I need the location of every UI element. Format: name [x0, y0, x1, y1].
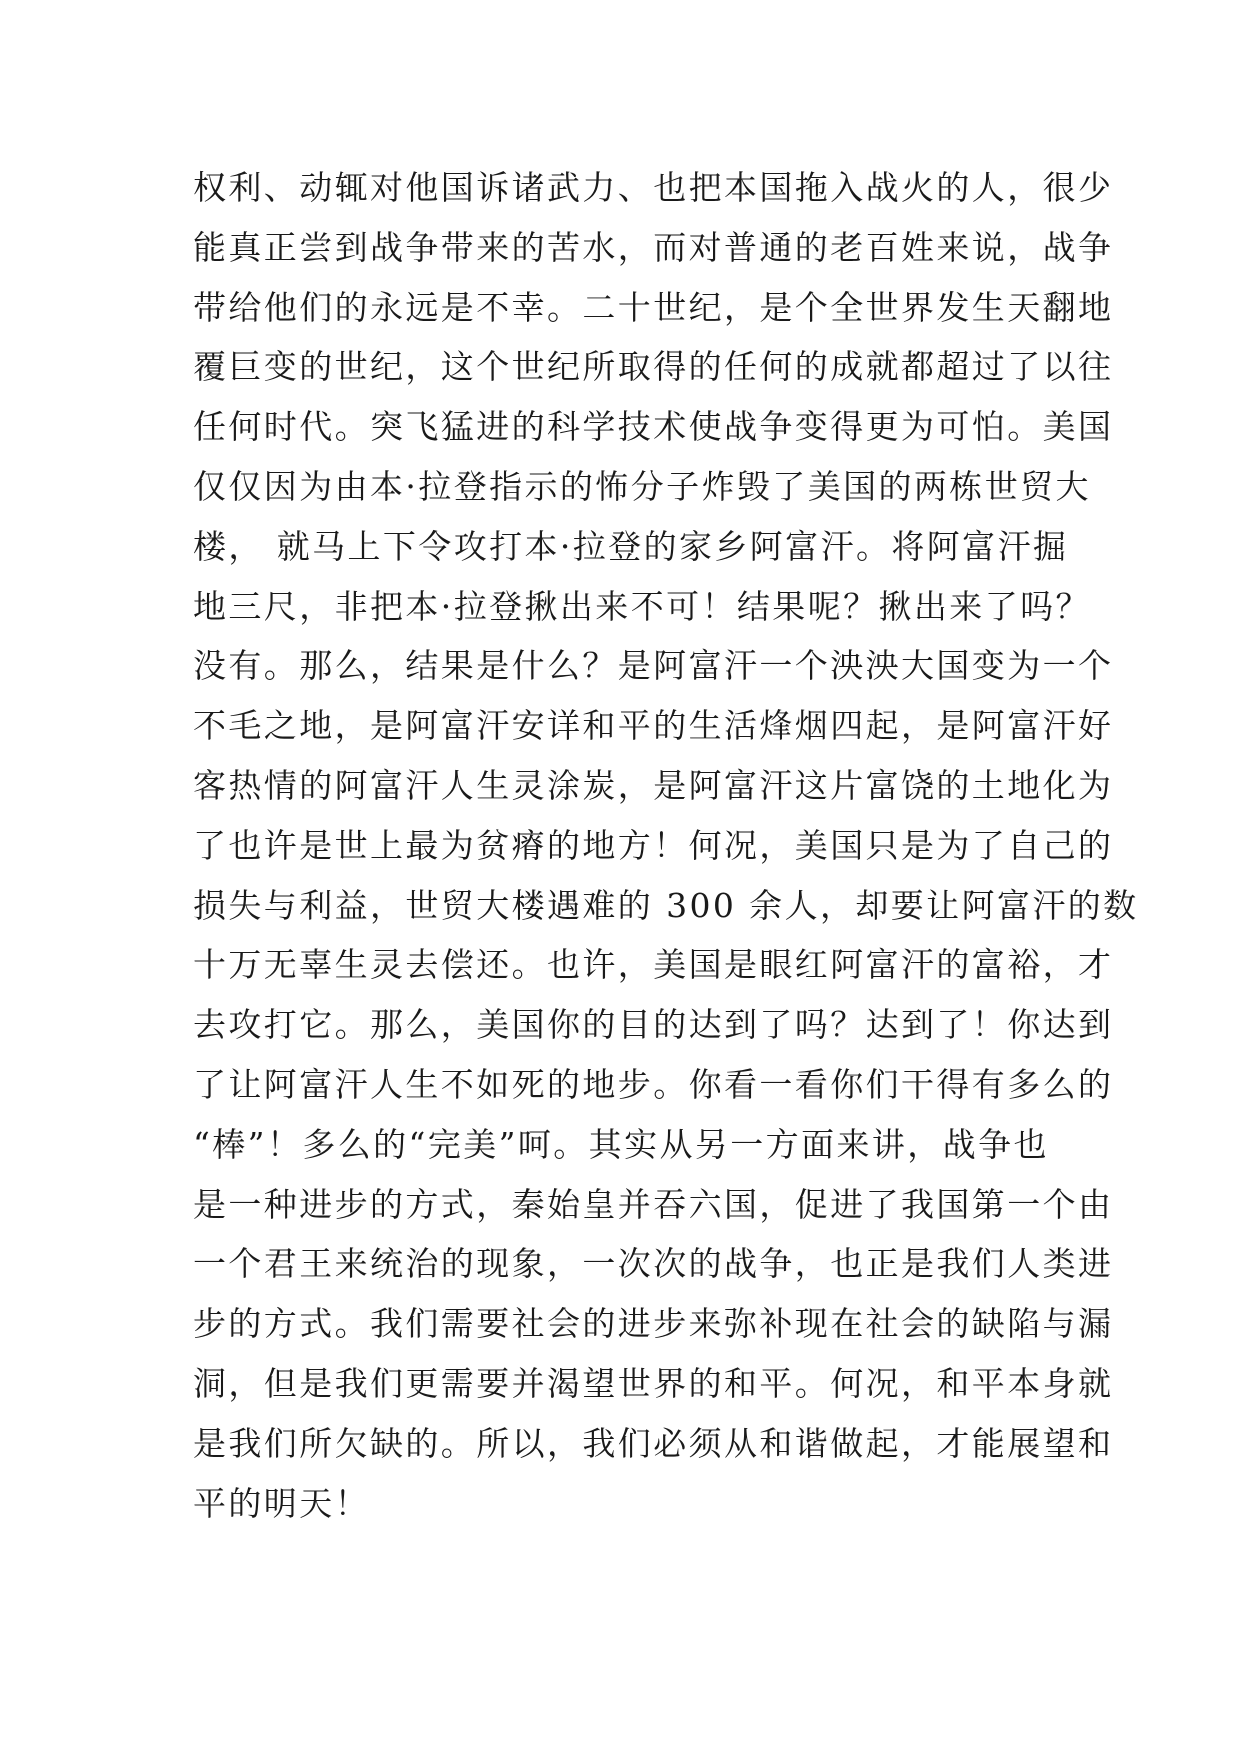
text-line: 仅仅因为由本·拉登指示的怖分子炸毁了美国的两栋世贸大 [193, 466, 1091, 506]
text-line: 平的明天！ [193, 1483, 370, 1523]
text-line: 权利、动辄对他国诉诸武力、也把本国拖入战火的人，很少 [193, 168, 1114, 207]
text-line: 地三尺，非把本·拉登揪出来不可！结果呢？揪出来了吗？ [193, 586, 1091, 626]
text-line: 客热情的阿富汗人生灵涂炭，是阿富汗这片富饶的土地化为 [193, 765, 1114, 805]
text-line: 十万无辜生灵去偿还。也许，美国是眼红阿富汗的富裕，才 [193, 945, 1114, 985]
text-line: 了让阿富汗人生不如死的地步。你看一看你们干得有多么的 [193, 1064, 1114, 1104]
text-line: 了也许是世上最为贫瘠的地方！何况，美国只是为了自己的 [193, 825, 1114, 865]
text-line: 步的方式。我们需要社会的进步来弥补现在社会的缺陷与漏 [193, 1304, 1114, 1344]
text-line: 是一种进步的方式，秦始皇并吞六国，促进了我国第一个由 [193, 1184, 1114, 1224]
text-line: 能真正尝到战争带来的苦水，而对普通的老百姓来说，战争 [193, 227, 1114, 267]
text-line: 损失与利益，世贸大楼遇难的 300 余人，却要让阿富汗的数 [193, 885, 1139, 925]
text-line: 没有。那么，结果是什么？是阿富汗一个泱泱大国变为一个 [193, 646, 1114, 686]
text-line: 任何时代。突飞猛进的科学技术使战争变得更为可怕。美国 [193, 407, 1114, 447]
text-line: 是我们所欠缺的。所以，我们必须从和谐做起，才能展望和 [193, 1423, 1114, 1463]
text-line: 不毛之地，是阿富汗安详和平的生活烽烟四起，是阿富汗好 [193, 706, 1114, 746]
text-line: 去攻打它。那么，美国你的目的达到了吗？达到了！你达到 [193, 1005, 1114, 1045]
text-line: 覆巨变的世纪，这个世纪所取得的任何的成就都超过了以往 [193, 347, 1114, 387]
text-line: 带给他们的永远是不幸。二十世纪，是个全世界发生天翻地 [193, 287, 1114, 327]
text-line: “棒”！多么的“完美”呵。其实从另一方面来讲，战争也 [193, 1124, 1049, 1164]
text-line: 楼， 就马上下令攻打本·拉登的家乡阿富汗。将阿富汗掘 [193, 526, 1069, 566]
body-text [193, 158, 1139, 1533]
text-line: 洞，但是我们更需要并渴望世界的和平。何况，和平本身就 [193, 1363, 1114, 1403]
text-line: 一个君王来统治的现象，一次次的战争，也正是我们人类进 [193, 1244, 1114, 1284]
